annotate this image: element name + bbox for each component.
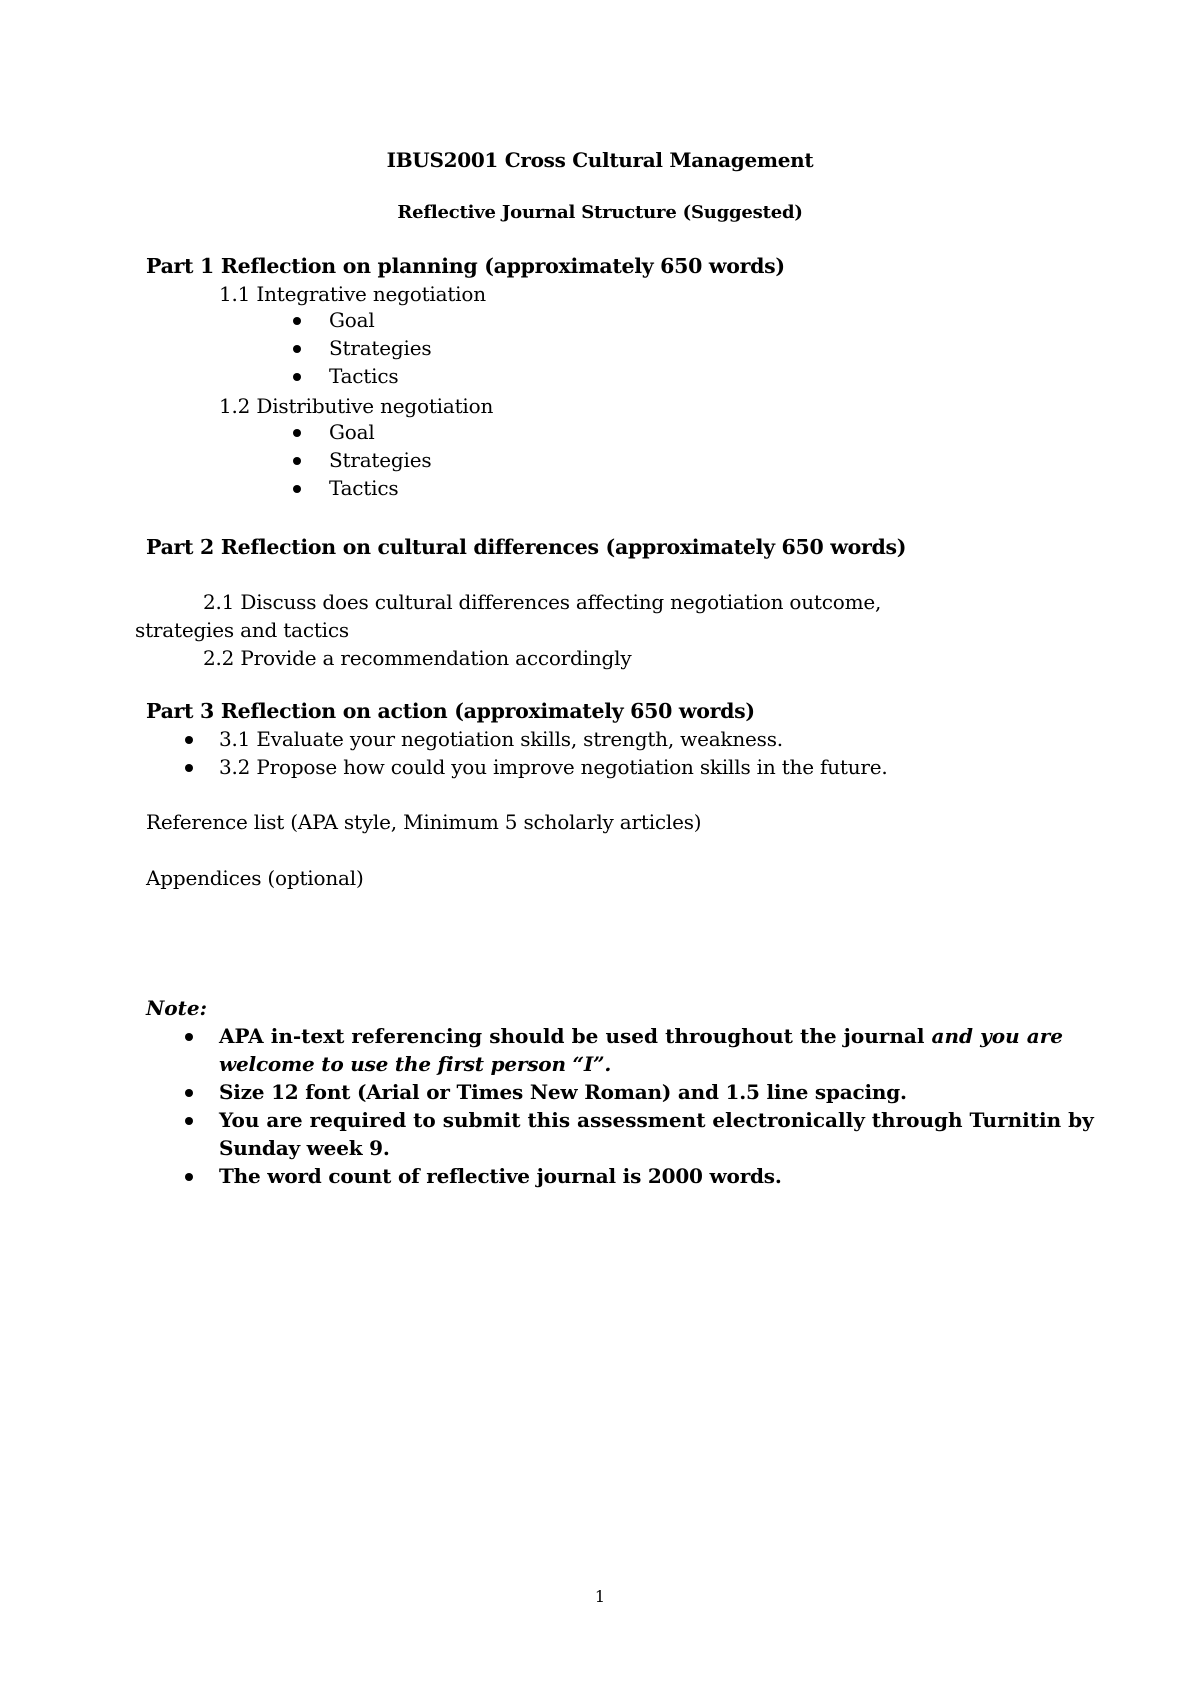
appendices-line: Appendices (optional)	[146, 866, 364, 890]
part1-section1-bullet-strategies: Strategies	[329, 336, 432, 360]
part3-heading: Part 3 Reflection on action (approximately 650 words)	[146, 699, 755, 723]
note-bullet2: Size 12 font (Arial or Times New Roman) and 1.5 line spacing.	[219, 1080, 907, 1104]
part1-section2-bullet-strategies: Strategies	[329, 448, 432, 472]
part2-heading: Part 2 Reflection on cultural differences (approximately 650 words)	[146, 535, 907, 559]
note-bullet3-line2: Sunday week 9.	[219, 1136, 390, 1160]
note-label: Note:	[146, 996, 207, 1020]
part2-item2: 2.2 Provide a recommendation accordingly	[203, 646, 632, 670]
bullet-icon	[185, 1089, 193, 1097]
bullet-icon	[185, 764, 193, 772]
bullet-icon	[293, 429, 301, 437]
part1-section1-bullet-goal: Goal	[329, 308, 375, 332]
note-bullet3-line1: You are required to submit this assessment electronically through Turnitin by	[219, 1108, 1094, 1132]
part1-section1-label: 1.1 Integrative negotiation	[219, 282, 486, 306]
part1-section2-label: 1.2 Distributive negotiation	[219, 394, 494, 418]
bullet-icon	[185, 736, 193, 744]
part3-bullet-evaluate: 3.1 Evaluate your negotiation skills, strength, weakness.	[219, 727, 783, 751]
note-bullet1-line2: welcome to use the first person “I”.	[219, 1052, 612, 1076]
part1-section2-bullet-goal: Goal	[329, 420, 375, 444]
part1-heading: Part 1 Reflection on planning (approximately 650 words)	[146, 254, 785, 278]
document-subtitle: Reflective Journal Structure (Suggested)	[397, 202, 803, 223]
bullet-icon	[185, 1033, 193, 1041]
bullet-icon	[185, 1173, 193, 1181]
page-number: 1	[594, 1587, 606, 1606]
bullet-icon	[293, 345, 301, 353]
bullet-icon	[185, 1117, 193, 1125]
note-bullet4: The word count of reflective journal is 2000 words.	[219, 1164, 782, 1188]
part1-section2-bullet-tactics: Tactics	[329, 476, 399, 500]
note-bullet1-line1	[219, 1026, 1063, 1046]
part2-item1-line1: 2.1 Discuss does cultural differences affecting negotiation outcome,	[203, 590, 882, 614]
bullet-icon	[293, 373, 301, 381]
reference-list-line: Reference list (APA style, Minimum 5 scholarly articles)	[146, 810, 702, 834]
part2-item1-line2: strategies and tactics	[135, 618, 349, 642]
bullet-icon	[293, 485, 301, 493]
part1-section1-bullet-tactics: Tactics	[329, 364, 399, 388]
document-title: IBUS2001 Cross Cultural Management	[386, 148, 814, 172]
bullet-icon	[293, 317, 301, 325]
part3-bullet-propose: 3.2 Propose how could you improve negotiation skills in the future.	[219, 755, 888, 779]
note-bullet1-italic-text-a: and you are	[931, 1024, 1063, 1048]
bullet-icon	[293, 457, 301, 465]
note-bullet1-bold-text: APA in-text referencing should be used throughout the journal	[219, 1024, 925, 1048]
